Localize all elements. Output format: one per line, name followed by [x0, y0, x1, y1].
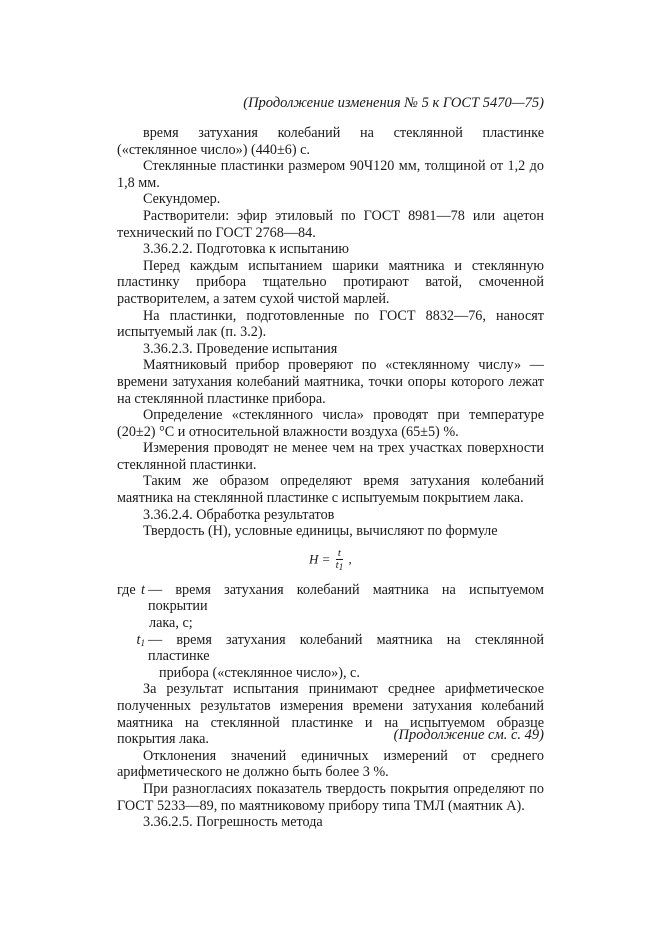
formula-tail: ,: [348, 551, 352, 567]
paragraph: За результат испытания принимают среднее арифметическое полученных результатов измерения времени затухания колебаний маятника на стеклянной пластинке и на испытуемом образце покрытия лака.: [117, 681, 544, 748]
formula-fraction: [336, 548, 344, 573]
hardness-formula: [117, 546, 544, 578]
section-heading: 3.36.2.3. Проведение испытания: [143, 340, 338, 357]
document-body: [117, 125, 544, 831]
definition-symbol-letter: t: [136, 631, 141, 648]
definition-symbol-subscript: 1: [140, 637, 145, 648]
paragraph: Определение «стеклянного числа» проводят при температуре (20±2) °С и относительной влажности воздуха (65±5) %.: [117, 407, 544, 440]
section-heading: 3.36.2.2. Подготовка к испытанию: [143, 241, 349, 258]
paragraph: Твердость (H), условные единицы, вычисляют по формуле: [143, 523, 498, 540]
definition-continuation: лака, с;: [149, 615, 193, 632]
definition-prefix: где: [117, 581, 136, 598]
definition-item: [117, 632, 544, 665]
definition-text: — время затухания колебаний маятника на стеклянной пластинке: [148, 631, 544, 665]
page-header: (Продолжение изменения № 5 к ГОСТ 5470—75): [243, 95, 544, 111]
definition-symbol: [139, 582, 148, 615]
definition-prefix: [117, 632, 129, 665]
paragraph: Маятниковый прибор проверяют по «стеклянному числу» — времени затухания колебаний маятника, точки опоры которого лежат на стеклянной пластинке прибора.: [117, 357, 544, 407]
paragraph: Измерения проводят не менее чем на трех участках поверхности стеклянной пластинки.: [117, 440, 544, 473]
paragraph: При разногласиях показатель твердость покрытия определяют по ГОСТ 5233—89, по маятниковому прибору типа ТМЛ (маятник А).: [117, 780, 544, 814]
paragraph: Стеклянные пластинки размером 90Ч120 мм, толщиной от 1,2 до 1,8 мм.: [117, 158, 544, 191]
definition-symbol: [129, 632, 148, 665]
formula-numerator: t: [336, 548, 344, 560]
paragraph: Отклонения значений единичных измерений от среднего арифметического не должно быть более 3 %.: [117, 747, 544, 781]
formula-denominator-symbol: t: [335, 558, 339, 571]
section-heading: 3.36.2.4. Обработка результатов: [143, 506, 335, 523]
definition-item: [117, 582, 544, 615]
formula-lhs: H =: [309, 551, 331, 567]
paragraph: Секундомер.: [143, 191, 221, 208]
paragraph: Таким же образом определяют время затухания колебаний маятника на стеклянной пластинке с испытуемым покрытием лака.: [117, 473, 544, 507]
definitions-list: [117, 582, 544, 682]
paragraph: время затухания колебаний на стеклянной пластинке («стеклянное число») (440±6) с.: [117, 125, 544, 158]
paragraph: На пластинки, подготовленные по ГОСТ 8832—76, наносят испытуемый лак (п. 3.2).: [117, 307, 544, 341]
formula-denominator-subscript: 1: [338, 561, 344, 572]
definition-text: — время затухания колебаний маятника на испытуемом покрытии: [148, 581, 544, 615]
page-footer: (Продолжение см. с. 49): [393, 727, 544, 743]
paragraph: Перед каждым испытанием шарики маятника и стеклянную пластинку прибора тщательно протирают ватой, смоченной растворителем, а затем сухой чистой марлей.: [117, 257, 544, 307]
paragraph: Растворители: эфир этиловый по ГОСТ 8981—78 или ацетон технический по ГОСТ 2768—84.: [117, 207, 544, 241]
formula-denominator: [336, 560, 344, 573]
definition-symbol-letter: t: [141, 581, 145, 598]
definition-continuation: прибора («стеклянное число»), с.: [159, 664, 360, 681]
section-heading: 3.36.2.5. Погрешность метода: [143, 814, 323, 831]
